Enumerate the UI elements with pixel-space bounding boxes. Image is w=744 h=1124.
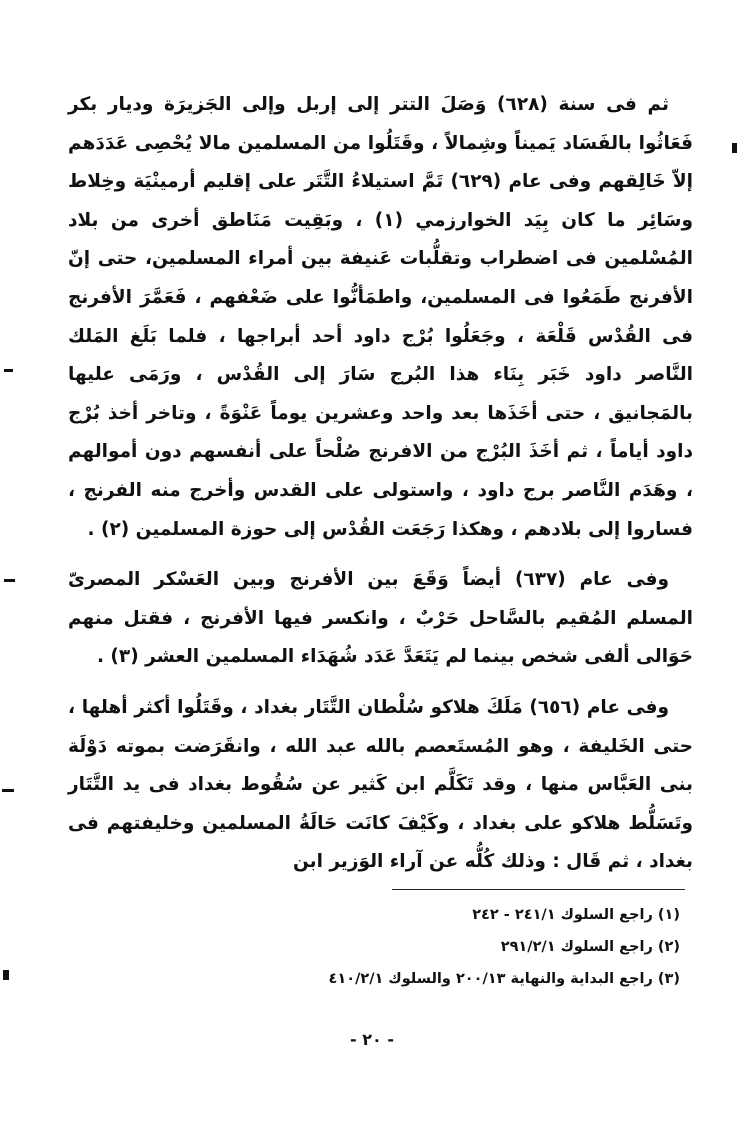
paragraph-3: وفى عام (٦٥٦) مَلَكَ هلاكو سُلْطان التَّتَار بغداد ، وقَتَلُوا أكثر أهلها ، حتى الخَليفة ، وهو المُستَعصم بالله عبد الله ، وانقَرَضت بموته دَوْلَة بنى العَبَّاس منها ، وقد تَكَلَّم ابن كَثير عن سُقُوط بغداد فى يد التَّتَار وتَسَلُّط هلاكو على بغداد ، وكَيْفَ كانَت حَالَةُ المسلمين وخليفتهم فى بغداد ، ثم قَال : وذلك كُلُّه عن آراء الوَزير ابن (68, 696, 693, 873)
paragraph-2: وفى عام (٦٣٧) أيضاً وَقَعَ بين الأفرنج وبين العَسْكر المصرىّ المسلم المُقيم بالسَّاحل حَرْبٌ ، وانكسر فيها الأفرنج ، فقتل منهم حَوَالى ألفى شخص بينما لم يَتَعَدَّ عَدَد شُهَدَاء المسلمين العشر (٣) . (68, 569, 693, 668)
scan-mark (2, 789, 14, 792)
footnote-separator (392, 889, 685, 890)
scan-mark (732, 143, 737, 153)
footnotes (200, 899, 680, 995)
body-text (68, 86, 693, 894)
scan-mark (3, 970, 9, 980)
footnote-2: (٢) راجع السلوك ٢٩١/٢/١ (500, 939, 680, 955)
page-number: - ٢٠ - (350, 1030, 394, 1049)
scan-mark (4, 369, 13, 372)
footnote-1: (١) راجع السلوك ٢٤١/١ - ٢٤٢ (472, 907, 680, 923)
scan-mark (4, 579, 15, 582)
paragraph-1: ثم فى سنة (٦٢٨) وَصَلَ التتر إلى إربل وإلى الجَزيرَة وديار بكر فَعَاثُوا بالفَسَاد يَميناً وشِمالاً ، وقَتَلُوا من المسلمين مالا يُحْصِى عَدَدَهم إلاّ خَالِقهم وفى عام (٦٢٩) تَمَّ استيلاءُ التَّتَر على إقليم أرمينْيَة وخِلاط وسَائِر ما كان بِيَد الخوارزمي (١) ، وبَقِيت مَنَاطق أخرى من بلاد المُسْلمين فى اضطراب وتقلُّبات عَنيفة بين أمراء المسلمين، حتى إنّ الأفرنج طَمَعُوا فى المسلمين، واطمَأنُّوا على ضَعْفهم ، فَعَمَّرَ الأفرنج فى القُدْس قَلْعَة ، وجَعَلُوا بُرْج داود أحد أبراجها ، فلما بَلَغ المَلك النَّاصر داود خَبَر بِنَاء هذا البُرج سَارَ إلى القُدْس ، ورَمَى عليها بالمَجانيق ، حتى أخَذَها بعد واحد وعشرين يوماً عَنْوَةً ، وتاخر أخذ بُرْج داود أياماً ، ثم أخَذَ البُرْج من الافرنج صُلْحاً على أنفسهم دون أموالهم ، وهَدَم النَّاصر برج داود ، واستولى على القدس وأخرج منه الفرنج ، فساروا إلى بلادهم ، وهكذا رَجَعَت القُدْس إلى حوزة المسلمين (٢) . (68, 94, 694, 540)
footnote-3: (٣) راجع البداية والنهاية ٢٠٠/١٣ والسلوك ٤١٠/٢/١ (328, 971, 680, 987)
